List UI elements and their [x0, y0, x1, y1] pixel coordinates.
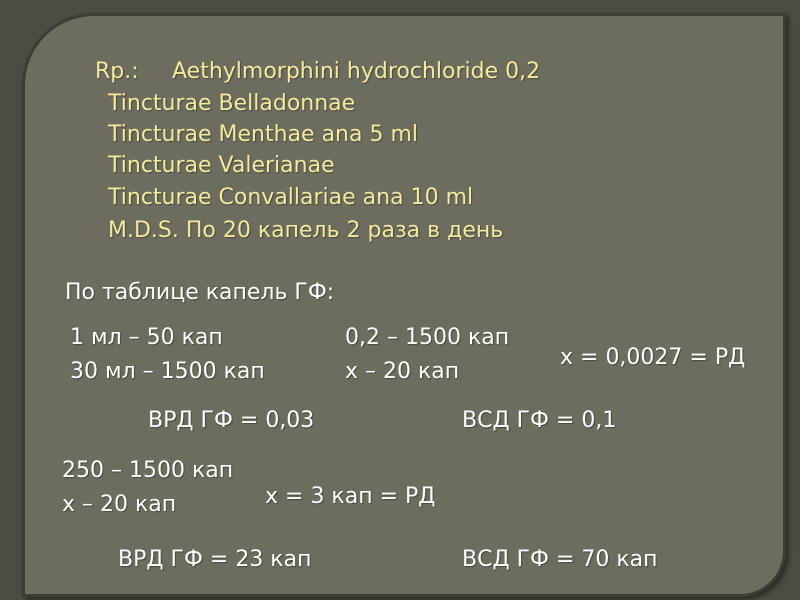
prescription-line-3: Tincturae Menthae ana 5 ml — [108, 122, 419, 147]
vrd-1: ВРД ГФ = 0,03 — [148, 408, 315, 433]
prescription-line-5: Tincturae Convallariae ana 10 ml — [108, 185, 474, 210]
vsd-1: ВСД ГФ = 0,1 — [462, 408, 617, 433]
calc-heading: По таблице капель ГФ: — [65, 280, 335, 305]
result-1: х = 0,0027 = РД — [560, 345, 746, 370]
result-2: х = 3 кап = РД — [265, 484, 436, 509]
prescription-line-1: Aethylmorphini hydrochloride 0,2 — [172, 59, 541, 84]
ratio2-line-1: 0,2 – 1500 кап — [345, 325, 510, 350]
ratio3-line-1: 250 – 1500 кап — [62, 458, 234, 483]
ratio2-line-2: х – 20 кап — [345, 359, 460, 384]
ratio1-line-1: 1 мл – 50 кап — [70, 325, 223, 350]
prescription-line-2: Tincturae Belladonnae — [108, 91, 356, 116]
prescription-line-4: Tincturae Valerianae — [108, 153, 335, 178]
ratio1-line-2: 30 мл – 1500 кап — [70, 359, 265, 384]
vrd-2: ВРД ГФ = 23 кап — [118, 547, 312, 572]
rp-label: Rp.: — [95, 59, 139, 84]
vsd-2: ВСД ГФ = 70 кап — [462, 547, 658, 572]
prescription-signa-line: M.D.S. По 20 капель 2 раза в день — [108, 218, 504, 243]
ratio3-line-2: х – 20 кап — [62, 492, 177, 517]
